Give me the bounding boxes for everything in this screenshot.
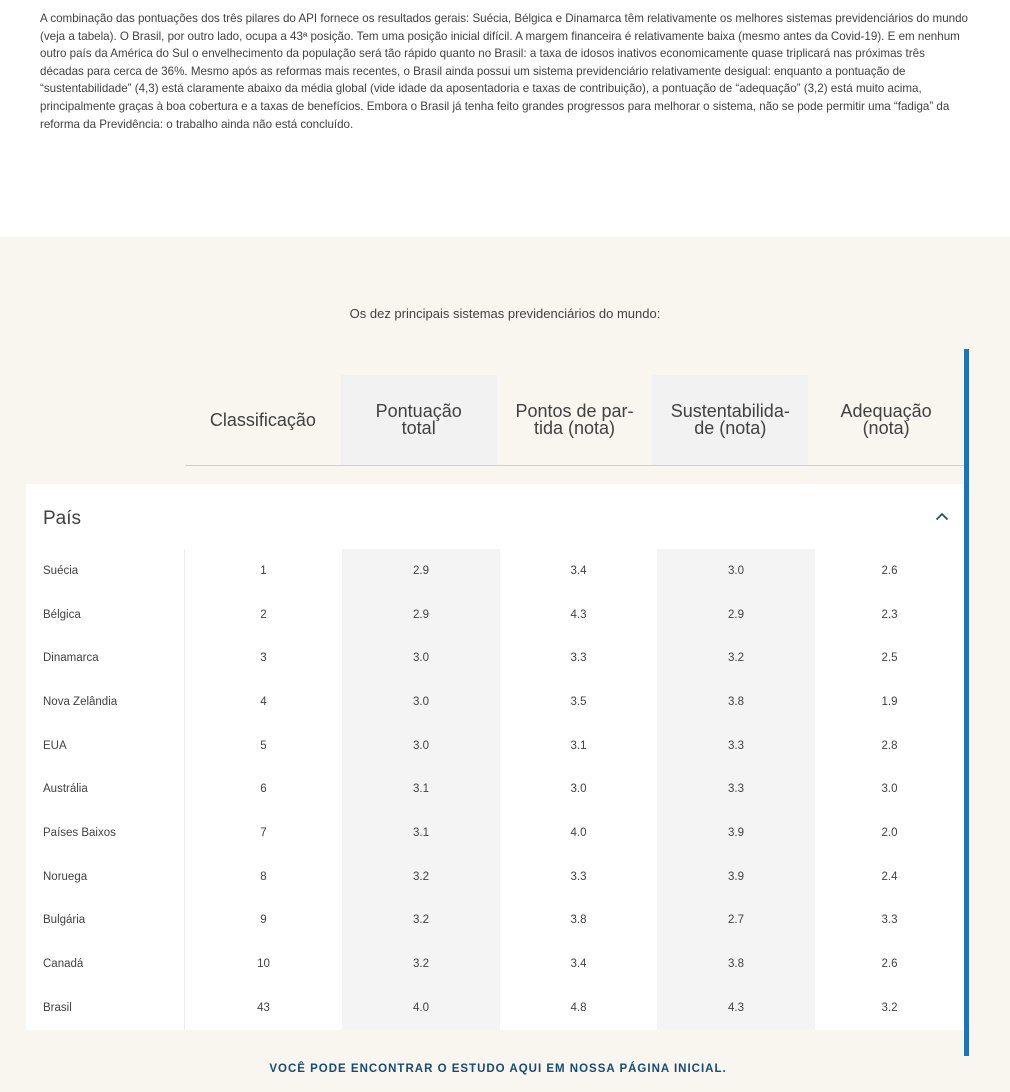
cell-pontos-de-partida: 3.0 — [570, 783, 587, 796]
cell-country: Dinamarca — [26, 636, 185, 680]
header-label-line1: Pontuação — [375, 401, 462, 421]
cell-pontos-de-partida: 3.3 — [570, 652, 587, 665]
cell-adequacao: 2.0 — [881, 826, 898, 839]
cell-classificacao: 7 — [260, 826, 267, 839]
cell-pontuacao-total: 2.9 — [342, 549, 500, 593]
cell-pontuacao-total: 2.9 — [342, 593, 500, 637]
header-label-line2: total — [401, 418, 436, 438]
cell-country: Nova Zelândia — [26, 680, 185, 724]
study-link[interactable]: VOCÊ PODE ENCONTRAR O ESTUDO AQUI EM NOSSA PÁGINA INICIAL. — [269, 1063, 727, 1075]
cell-pontuacao-total: 3.1 — [342, 811, 500, 855]
cell-sustentabilidade: 3.9 — [657, 855, 815, 899]
cell-sustentabilidade: 3.0 — [657, 549, 815, 593]
table-title: Os dez principais sistemas previdenciários do mundo: — [349, 306, 661, 321]
cell-classificacao: 43 — [257, 1001, 270, 1014]
header-pontos-de-partida — [497, 375, 653, 465]
country-group-label: País — [43, 508, 82, 529]
cell-adequacao: 2.4 — [881, 870, 898, 883]
cell-classificacao: 1 — [260, 564, 267, 577]
table-row — [26, 724, 964, 768]
cell-adequacao: 2.5 — [881, 652, 898, 665]
cell-pontuacao-total: 3.2 — [342, 899, 500, 943]
cell-sustentabilidade: 3.2 — [657, 636, 815, 680]
header-sustentabilidade — [652, 375, 808, 465]
table-row — [26, 942, 964, 986]
cell-sustentabilidade: 2.9 — [657, 593, 815, 637]
header-label-line1: Adequação — [840, 401, 932, 421]
cell-pontos-de-partida: 3.5 — [570, 695, 587, 708]
table-row — [26, 593, 964, 637]
table-row — [26, 549, 964, 593]
cell-classificacao: 10 — [257, 958, 270, 971]
cell-pontuacao-total: 3.0 — [342, 724, 500, 768]
cell-country: Países Baixos — [26, 811, 185, 855]
table-row — [26, 899, 964, 943]
cell-country: Noruega — [26, 855, 185, 899]
cell-sustentabilidade: 4.3 — [657, 986, 815, 1030]
table-row — [26, 986, 964, 1030]
cell-sustentabilidade: 3.8 — [657, 680, 815, 724]
table-body — [26, 549, 964, 1030]
cell-pontos-de-partida: 3.3 — [570, 870, 587, 883]
country-table-panel — [26, 484, 964, 1030]
cell-pontos-de-partida: 4.0 — [570, 826, 587, 839]
country-group-header[interactable] — [26, 484, 964, 549]
cell-country: Suécia — [26, 549, 185, 593]
header-label: Classificação — [209, 409, 316, 430]
cell-adequacao: 2.6 — [881, 564, 898, 577]
cell-pontos-de-partida: 4.8 — [570, 1001, 587, 1014]
cell-pontuacao-total: 3.2 — [342, 855, 500, 899]
cell-country: Bélgica — [26, 593, 185, 637]
chevron-up-icon[interactable] — [932, 506, 952, 526]
cell-adequacao: 2.8 — [881, 739, 898, 752]
cell-adequacao: 2.6 — [881, 958, 898, 971]
header-adequacao — [808, 375, 964, 465]
cell-pontos-de-partida: 4.3 — [570, 608, 587, 621]
cell-classificacao: 6 — [260, 783, 267, 796]
header-pontuacao-total — [341, 375, 497, 465]
cell-pontuacao-total: 3.2 — [342, 942, 500, 986]
header-classificacao — [185, 375, 341, 465]
cell-country: Brasil — [26, 986, 185, 1030]
cell-pontuacao-total: 3.1 — [342, 767, 500, 811]
cell-country: EUA — [26, 724, 185, 768]
table-header — [185, 375, 964, 466]
cell-adequacao: 3.2 — [881, 1001, 898, 1014]
table-row — [26, 680, 964, 724]
header-label-line2: de (nota) — [694, 418, 767, 438]
cell-sustentabilidade: 3.9 — [657, 811, 815, 855]
header-label-line1: Pontos de par- — [515, 401, 634, 421]
cell-pontuacao-total: 4.0 — [342, 986, 500, 1030]
cell-sustentabilidade: 2.7 — [657, 899, 815, 943]
cell-classificacao: 4 — [260, 695, 267, 708]
header-label-line2: tida (nota) — [533, 418, 616, 438]
table-row — [26, 811, 964, 855]
cell-pontos-de-partida: 3.4 — [570, 958, 587, 971]
horizontal-scroll-indicator[interactable] — [964, 349, 969, 1056]
cell-classificacao: 9 — [260, 914, 267, 927]
cell-classificacao: 5 — [260, 739, 267, 752]
cell-adequacao: 3.0 — [881, 783, 898, 796]
cell-adequacao: 2.3 — [881, 608, 898, 621]
cell-country: Austrália — [26, 767, 185, 811]
cell-sustentabilidade: 3.3 — [657, 767, 815, 811]
cell-classificacao: 3 — [260, 652, 267, 665]
cell-country: Canadá — [26, 942, 185, 986]
cell-classificacao: 8 — [260, 870, 267, 883]
table-row — [26, 767, 964, 811]
table-row — [26, 855, 964, 899]
cell-pontos-de-partida: 3.8 — [570, 914, 587, 927]
cell-sustentabilidade: 3.8 — [657, 942, 815, 986]
cell-adequacao: 1.9 — [881, 695, 898, 708]
cell-pontuacao-total: 3.0 — [342, 680, 500, 724]
cell-pontos-de-partida: 3.4 — [570, 564, 587, 577]
cell-sustentabilidade: 3.3 — [657, 724, 815, 768]
cell-classificacao: 2 — [260, 608, 267, 621]
header-label-line2: (nota) — [862, 418, 910, 438]
cell-pontuacao-total: 3.0 — [342, 636, 500, 680]
table-row — [26, 636, 964, 680]
header-label-line1: Sustentabilida- — [670, 401, 790, 421]
intro-paragraph: A combinação das pontuações dos três pilares do API fornece os resultados gerais: Suécia, Bélgica e Dinamarca têm relativamente os melhores sistemas previdenciários do mundo (veja a tabela). O Brasil, por outro lado, ocupa a 43ª posição. Tem uma posição inicial difícil. A margem financeira é relativamente baixa (mesmo antes da Covid-19). E em nenhum outro país da América do Sul o envelhecimento da população será tão rápido quanto no Brasil: a taxa de idosos inativos economicamente quase triplicará nas próximas três décadas para cerca de 36%. Mesmo após as reformas mais recentes, o Brasil ainda possui um sistema previdenciário relativamente desigual: enquanto a pontuação de “sustentabilidade” (4,3) está claramente abaixo da média global (vide idade da aposentadoria e taxas de contribuição), a pontuação de “adequação” (3,2) está muito acima, principalmente graças à boa cobertura e a taxas de benefícios. Embora o Brasil já tenha feito grandes progressos para melhorar o sistema, não se pode permitir uma “fadiga” da reforma da Previdência: o trabalho ainda não está concluído. — [40, 12, 968, 131]
cell-pontos-de-partida: 3.1 — [570, 739, 587, 752]
cell-country: Bulgária — [26, 899, 185, 943]
cell-adequacao: 3.3 — [881, 914, 898, 927]
